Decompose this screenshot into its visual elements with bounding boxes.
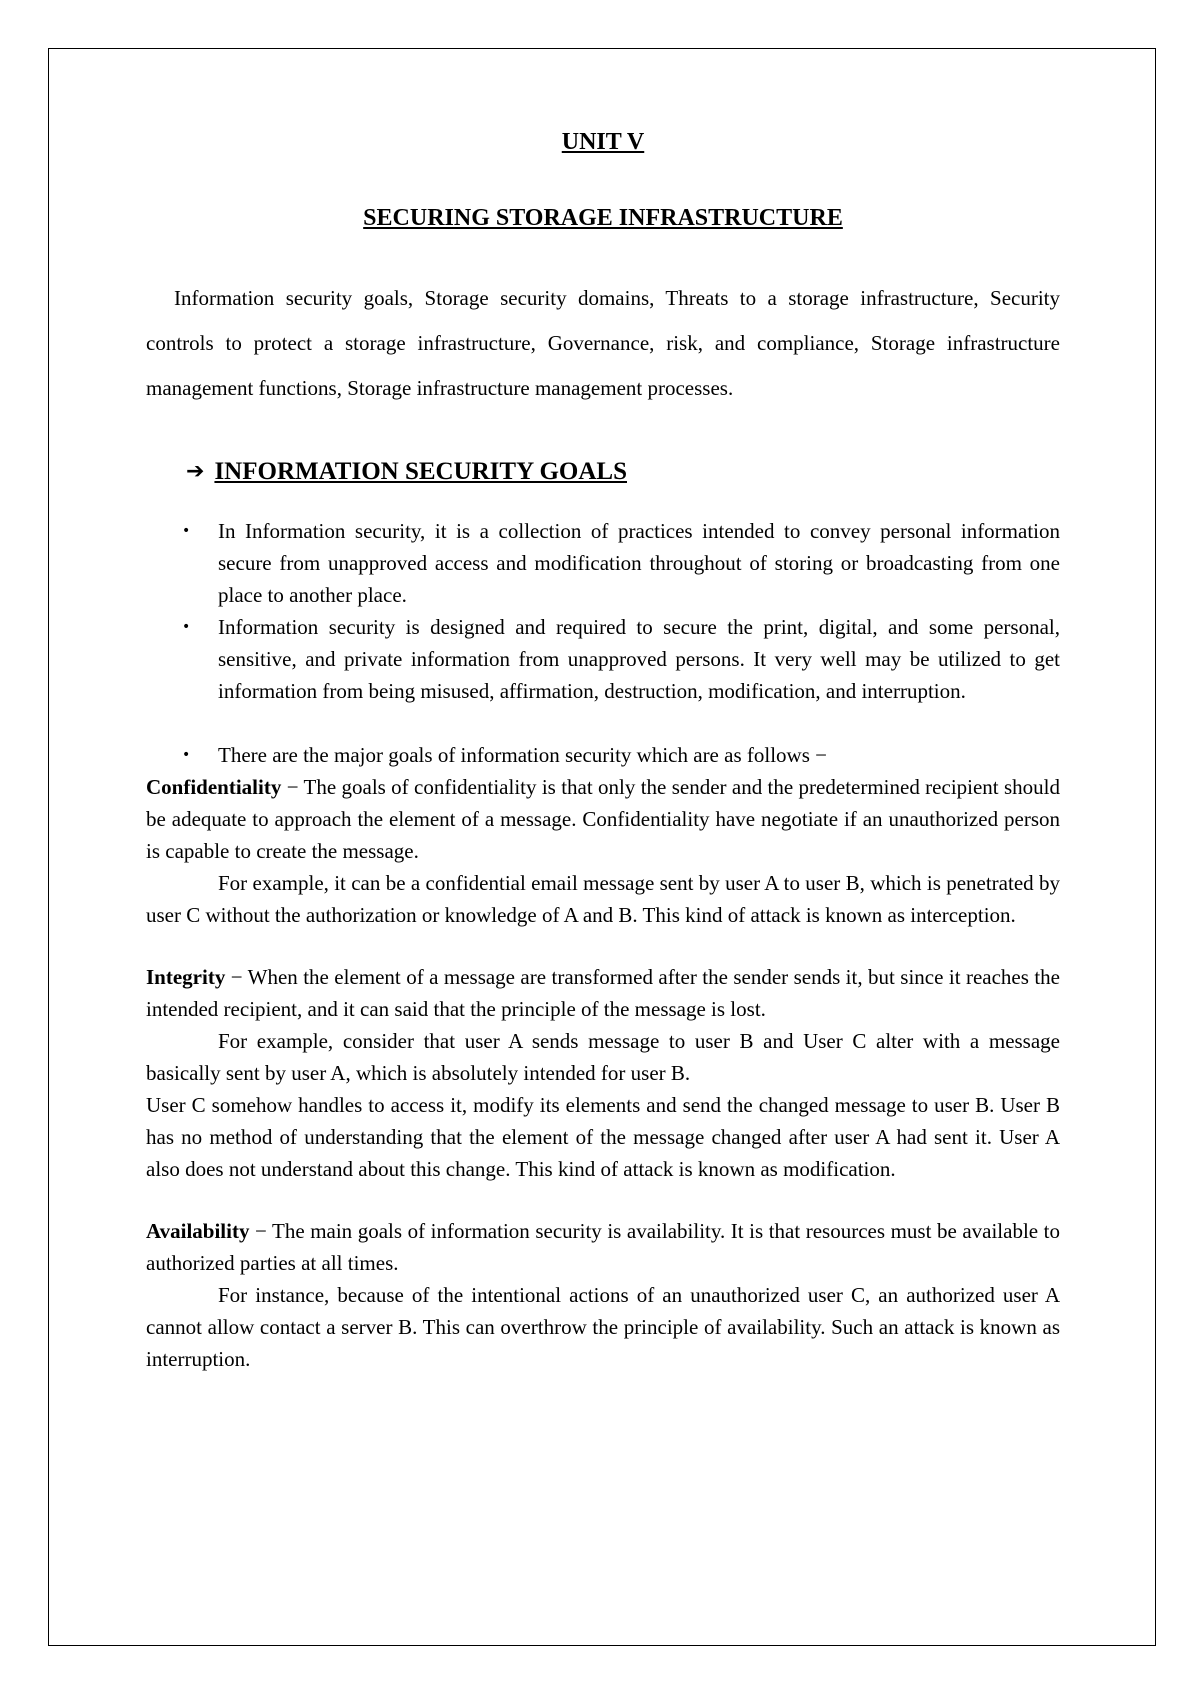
availability-paragraph — [146, 1215, 1060, 1279]
bullet-text: Information security is designed and required to secure the print, digital, and some personal, sensitive, and private information from unapproved persons. It very well may be utilized to get information from being misused, affirmation, destruction, modification, and interruption. — [218, 615, 1060, 703]
integrity-continuation: User C somehow handles to access it, modify its elements and send the changed message to user B. User B has no method of understanding that the element of the message changed after user A had sent it. User A also does not understand about this change. This kind of attack is known as modification. — [146, 1093, 1060, 1181]
availability-example: For instance, because of the intentional actions of an unauthorized user C, an authorized user A cannot allow contact a server B. This can overthrow the principle of availability. Such an attack is known as interruption. — [146, 1283, 1060, 1371]
confidentiality-definition: − The goals of confidentiality is that only the sender and the predetermined recipient should be adequate to approach the element of a message. Confidentiality have negotiate if an unauthorized person is capable to create the message. — [146, 775, 1060, 863]
intro-paragraph: Information security goals, Storage security domains, Threats to a storage infrastructure, Security controls to protect a storage infrastructure, Governance, risk, and compliance, Storage infrastructure management functions, Storage infrastructure management processes. — [146, 286, 1060, 400]
bullet-text: There are the major goals of information security which are as follows − — [218, 743, 827, 767]
bullet-item — [146, 515, 1060, 611]
bullet-icon: • — [182, 747, 191, 763]
section-heading-label: INFORMATION SECURITY GOALS — [214, 458, 627, 485]
availability-term: Availability — [146, 1219, 250, 1243]
document-body — [146, 126, 1060, 1375]
availability-definition: − The main goals of information security is availability. It is that resources must be available to authorized parties at all times. — [146, 1219, 1060, 1275]
arrow-icon: ➔ — [186, 459, 205, 484]
bullet-item — [146, 611, 1060, 707]
bullet-icon: • — [182, 619, 191, 635]
integrity-term: Integrity — [146, 965, 226, 989]
section-heading — [186, 455, 1060, 489]
bullet-item — [146, 739, 1060, 771]
bullet-text: In Information security, it is a collection of practices intended to convey personal information secure from unapproved access and modification throughout of storing or broadcasting from one place to another place. — [218, 519, 1060, 607]
unit-title: UNIT V — [561, 129, 645, 155]
confidentiality-paragraph — [146, 771, 1060, 867]
confidentiality-example: For example, it can be a confidential email message sent by user A to user B, which is penetrated by user C without the authorization or knowledge of A and B. This kind of attack is known as interception. — [146, 871, 1060, 927]
integrity-definition: − When the element of a message are transformed after the sender sends it, but since it reaches the intended recipient, and it can said that the principle of the message is lost. — [146, 965, 1060, 1021]
bullet-icon: • — [182, 523, 191, 539]
confidentiality-term: Confidentiality — [146, 775, 282, 799]
integrity-example: For example, consider that user A sends message to user B and User C alter with a message basically sent by user A, which is absolutely intended for user B. — [146, 1029, 1060, 1085]
integrity-paragraph — [146, 961, 1060, 1025]
main-title: SECURING STORAGE INFRASTRUCTURE — [363, 205, 843, 231]
spacer — [146, 707, 1060, 739]
spacer — [146, 931, 1060, 961]
spacer — [146, 1185, 1060, 1215]
bullet-list — [146, 515, 1060, 771]
